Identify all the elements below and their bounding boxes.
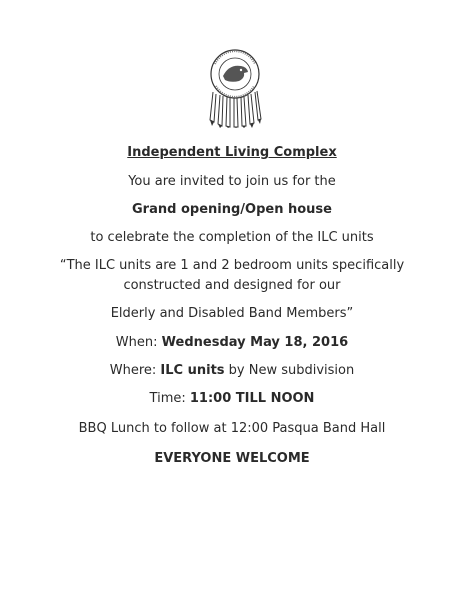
when-line xyxy=(0,335,464,351)
time-line xyxy=(0,391,464,407)
where-line xyxy=(0,363,464,379)
band-seal-logo xyxy=(199,48,271,128)
lunch-text: BBQ Lunch to follow at 12:00 Pasqua Band Hall xyxy=(78,421,386,436)
quote-line-3: Elderly and Disabled Band Members” xyxy=(110,306,354,321)
quote-line-2: constructed and designed for our xyxy=(123,278,341,293)
closing-text: EVERYONE WELCOME xyxy=(154,451,310,466)
invite-text: You are invited to join us for the xyxy=(128,174,336,189)
quote-line-1: “The ILC units are 1 and 2 bedroom units specifically xyxy=(59,258,405,273)
where-rest: by New subdivision xyxy=(224,363,355,378)
event-name: Grand opening/Open house xyxy=(132,202,332,217)
when-label: When: xyxy=(115,335,162,350)
when-value: Wednesday May 18, 2016 xyxy=(161,335,349,350)
flyer-heading: Independent Living Complex xyxy=(127,145,337,160)
where-value: ILC units xyxy=(160,363,225,378)
where-label: Where: xyxy=(109,363,161,378)
time-value: 11:00 TILL NOON xyxy=(189,391,315,406)
time-label: Time: xyxy=(149,391,190,406)
purpose-text: to celebrate the completion of the ILC units xyxy=(90,230,374,245)
